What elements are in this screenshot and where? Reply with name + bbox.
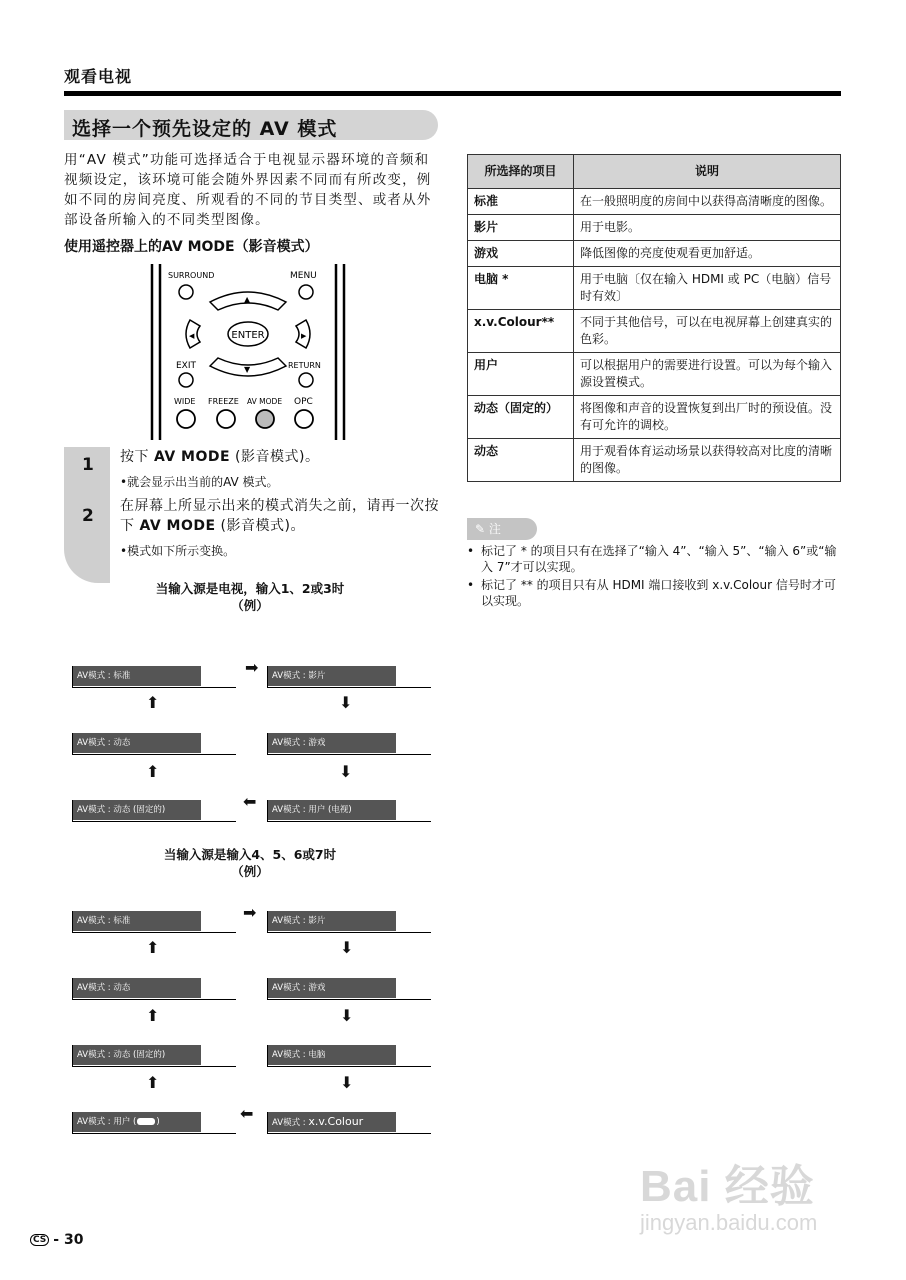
arrow-up-icon: ⬆ (146, 938, 160, 957)
top-rule (64, 91, 841, 96)
av-mode-button[interactable] (256, 410, 274, 428)
up-arrow-icon: ▲ (244, 295, 251, 304)
note-icon: ✎ (475, 522, 486, 536)
page-number: - 30 (53, 1232, 84, 1248)
opc-label: OPC (294, 397, 313, 407)
table-cell-desc: 可以根据用户的需要进行设置。可以为每个输入源设置模式。 (574, 353, 841, 396)
table-row (468, 353, 841, 396)
mode-bar-standard: AV模式 : 标准 (73, 666, 201, 686)
arrow-up-icon: ⬆ (146, 1073, 160, 1092)
av-mode-table (467, 154, 841, 482)
section-title: 观看电视 (64, 67, 133, 86)
right-arrow-icon: ▶ (301, 332, 307, 340)
table-row (468, 267, 841, 310)
return-button[interactable] (299, 373, 313, 387)
mode-xv-prefix: AV模式 : (272, 1118, 309, 1128)
step-2-key: AV MODE (139, 518, 216, 534)
table-row (468, 310, 841, 353)
step-2-text (120, 496, 440, 536)
freeze-button[interactable] (217, 410, 235, 428)
page-heading: 选择一个预先设定的 AV 模式 (72, 118, 338, 140)
watermark-logo: Bai 经验 (640, 1162, 815, 1211)
mode-box (267, 1112, 431, 1134)
arrow-right-icon: ➡ (245, 658, 259, 677)
step-1-note: •就会显示出当前的AV 模式。 (120, 475, 279, 489)
arrow-up-icon: ⬆ (146, 762, 160, 781)
user-key-icon (137, 1118, 155, 1125)
mode-box (72, 978, 236, 1000)
mode-user-suffix: ) (156, 1117, 160, 1127)
table-row (468, 215, 841, 241)
mode-bar-dynamic-fixed: AV模式 : 动态 (固定的) (73, 1045, 201, 1065)
table-cell-desc: 用于电脑〔仅在输入 HDMI 或 PC（电脑）信号时有效〕 (574, 267, 841, 310)
mode-box (72, 1045, 236, 1067)
notes-list (467, 543, 845, 611)
opc-button[interactable] (295, 410, 313, 428)
table-cell-desc: 用于观看体育运动场景以获得较高对比度的清晰的图像。 (574, 439, 841, 482)
wide-button[interactable] (177, 410, 195, 428)
note-badge (467, 518, 537, 540)
table-header-row (468, 155, 841, 189)
mode-box (267, 1045, 431, 1067)
step-1-key: AV MODE (153, 449, 231, 465)
diagram-2-caption (120, 846, 380, 880)
step-1-number: 1 (82, 455, 94, 475)
heading-banner (64, 110, 438, 140)
left-arrow-icon: ◀ (189, 332, 195, 340)
step-1-text (120, 447, 440, 467)
cs-badge: CS (30, 1234, 49, 1246)
table-row (468, 189, 841, 215)
enter-label: ENTER (231, 330, 265, 341)
mode-bar-game: AV模式 : 游戏 (268, 733, 396, 753)
mode-bar-dynamic-fixed: AV模式 : 动态 (固定的) (73, 800, 201, 820)
arrow-down-icon: ⬇ (339, 693, 353, 712)
mode-box (72, 666, 236, 688)
mode-box (72, 911, 236, 933)
table-header-item: 所选择的项目 (468, 155, 574, 189)
arrow-down-icon: ⬇ (340, 938, 354, 957)
step-2-number: 2 (82, 506, 94, 526)
mode-bar-user (73, 1112, 201, 1132)
step-2-post: (影音模式)。 (215, 518, 305, 534)
note-item: • 标记了 ** 的项目只有从 HDMI 端口接收到 x.v.Colour 信号时才可以实现。 (467, 577, 845, 609)
menu-label: MENU (290, 271, 317, 281)
note-label: 注 (488, 522, 501, 536)
mode-bar-pc: AV模式 : 电脑 (268, 1045, 396, 1065)
mode-bar-user-tv: AV模式 : 用户 (电视) (268, 800, 396, 820)
remote-subheading: 使用遥控器上的AV MODE（影音模式） (64, 239, 319, 255)
mode-bar-xvcolour (268, 1112, 396, 1132)
exit-label: EXIT (176, 361, 197, 371)
arrow-left-icon: ⬅ (240, 1104, 254, 1123)
table-cell-item: 标准 (468, 189, 574, 215)
table-row (468, 396, 841, 439)
menu-button[interactable] (299, 285, 313, 299)
table-cell-desc: 降低图像的亮度使观看更加舒适。 (574, 241, 841, 267)
arrow-left-icon: ⬅ (243, 792, 257, 811)
mode-box (267, 666, 431, 688)
mode-box (267, 911, 431, 933)
diagram-1-caption (120, 580, 380, 614)
table-row (468, 439, 841, 482)
baidu-watermark (640, 1150, 817, 1236)
intro-paragraph: 用“AV 模式”功能可选择适合于电视显示器环境的音频和视频设定，该环境可能会随外界因素不同而有所改变，例如不同的房间亮度、所观看的不同的节目类型、或者从外部设备所输入的不同类型图像。 (64, 152, 432, 228)
table-cell-desc: 将图像和声音的设置恢复到出厂时的预设值。没有可允许的调校。 (574, 396, 841, 439)
table-cell-desc: 不同于其他信号，可以在电视屏幕上创建真实的色彩。 (574, 310, 841, 353)
mode-box (267, 800, 431, 822)
down-arrow-icon: ▼ (244, 365, 251, 374)
freeze-label: FREEZE (208, 397, 239, 406)
table-cell-desc: 在一般照明度的房间中以获得高清晰度的图像。 (574, 189, 841, 215)
arrow-down-icon: ⬇ (340, 1073, 354, 1092)
mode-bar-standard: AV模式 : 标准 (73, 911, 201, 931)
arrow-up-icon: ⬆ (146, 693, 160, 712)
arrow-up-icon: ⬆ (146, 1006, 160, 1025)
mode-box (72, 800, 236, 822)
table-cell-item: 游戏 (468, 241, 574, 267)
table-cell-item: 用户 (468, 353, 574, 396)
mode-user-label: AV模式 : 用户 ( (77, 1117, 137, 1127)
mode-bar-game: AV模式 : 游戏 (268, 978, 396, 998)
watermark-url: jingyan.baidu.com (640, 1210, 818, 1235)
arrow-down-icon: ⬇ (339, 762, 353, 781)
mode-box (267, 733, 431, 755)
table-cell-item: 动态（固定的） (468, 396, 574, 439)
diagram-2-example: （例） (231, 864, 269, 879)
diagram-2-title: 当输入源是输入4、5、6或7时 (163, 847, 337, 862)
mode-bar-dynamic: AV模式 : 动态 (73, 733, 201, 753)
page-footer (30, 1232, 83, 1248)
table-cell-desc: 用于电影。 (574, 215, 841, 241)
table-cell-item: x.v.Colour** (468, 310, 574, 353)
arrow-right-icon: ➡ (243, 903, 257, 922)
diagram-1-example: （例） (231, 598, 269, 613)
exit-button[interactable] (179, 373, 193, 387)
remote-control-illustration (148, 262, 348, 442)
mode-bar-dynamic: AV模式 : 动态 (73, 978, 201, 998)
arrow-down-icon: ⬇ (340, 1006, 354, 1025)
mode-xv-label: x.v.Colour (308, 1115, 364, 1128)
table-header-desc: 说明 (574, 155, 841, 189)
step-2-pre: 在屏幕上所显示出来的模式消失之前，请再一次按下 (120, 498, 439, 534)
av-mode-label: AV MODE (247, 397, 283, 406)
table-cell-item: 动态 (468, 439, 574, 482)
mode-box (72, 1112, 236, 1134)
step-1-post: (影音模式)。 (230, 449, 320, 465)
wide-label: WIDE (174, 397, 196, 406)
return-label: RETURN (288, 361, 321, 370)
table-cell-item: 电脑 * (468, 267, 574, 310)
mode-box (267, 978, 431, 1000)
mode-box (72, 733, 236, 755)
mode-bar-movie: AV模式 : 影片 (268, 666, 396, 686)
surround-button[interactable] (179, 285, 193, 299)
diagram-1-title: 当输入源是电视，输入1、2或3时 (155, 581, 345, 596)
surround-label: SURROUND (168, 271, 215, 280)
table-cell-item: 影片 (468, 215, 574, 241)
mode-bar-movie: AV模式 : 影片 (268, 911, 396, 931)
step-2-note: •模式如下所示变换。 (120, 544, 236, 558)
step-1-pre: 按下 (120, 449, 154, 465)
note-item: • 标记了 * 的项目只有在选择了“输入 4”、“输入 5”、“输入 6”或“输入 7”才可以实现。 (467, 543, 845, 575)
table-row (468, 241, 841, 267)
